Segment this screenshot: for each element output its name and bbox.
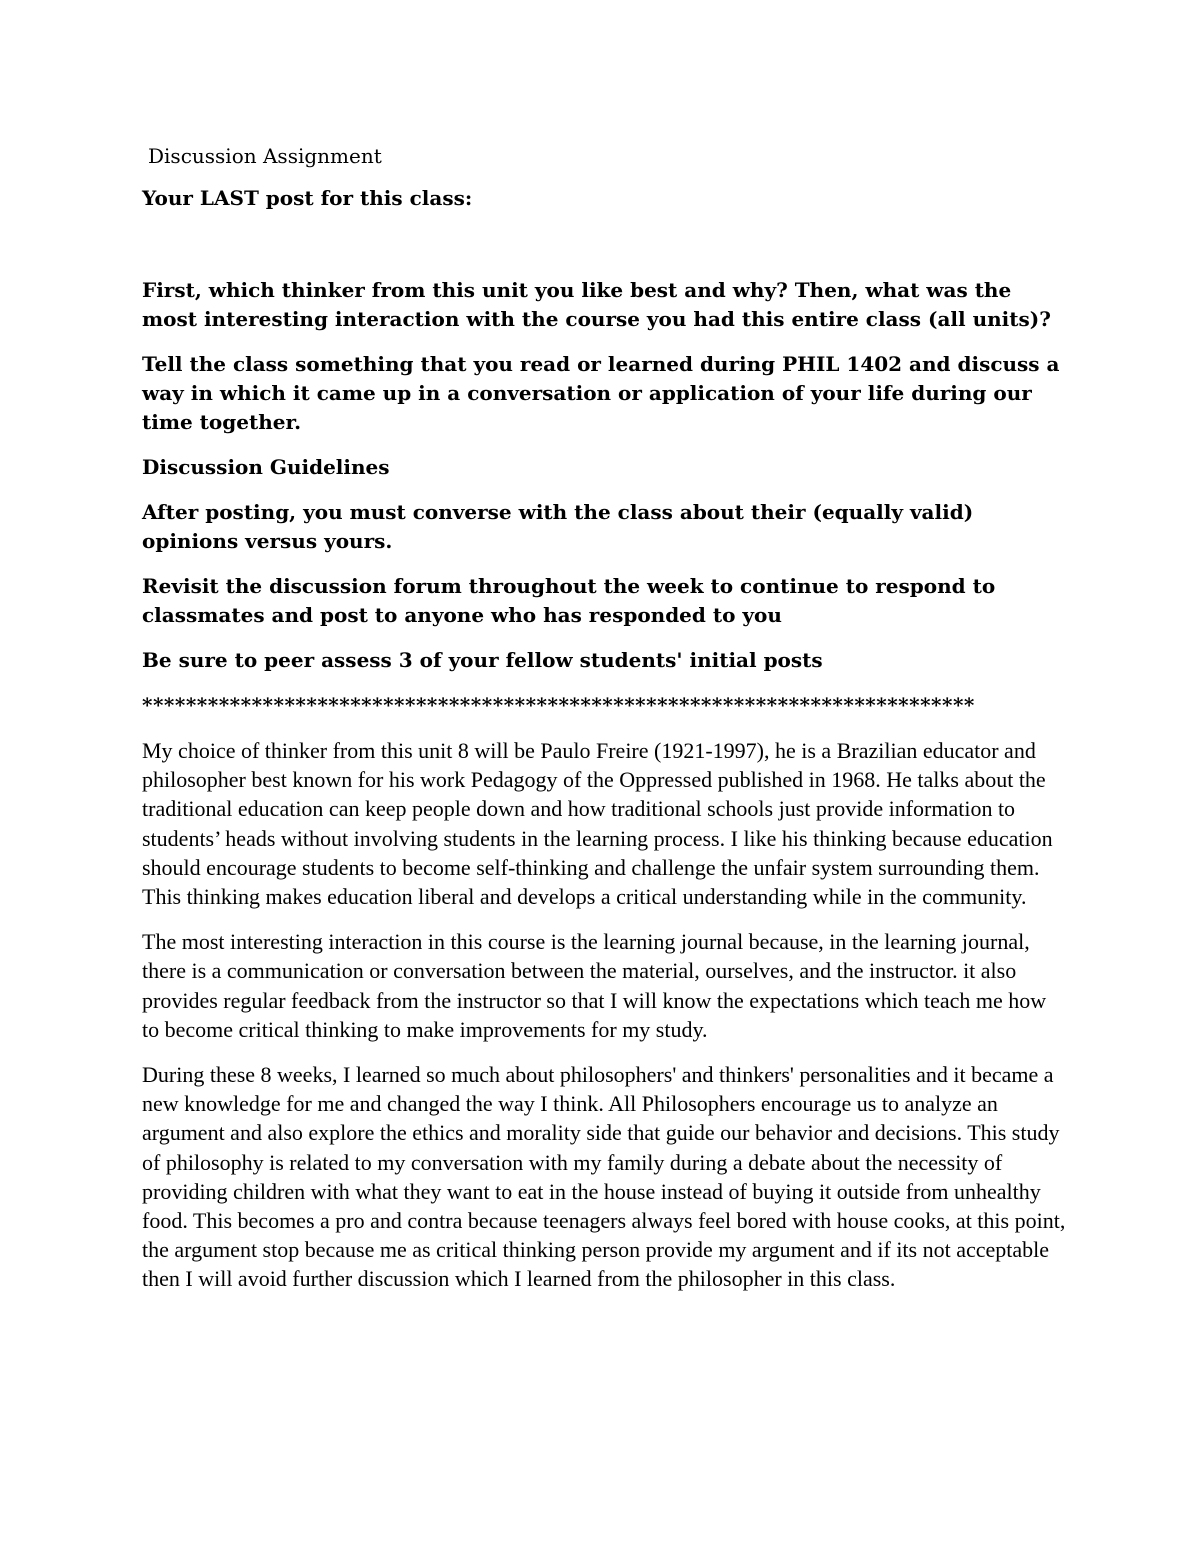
separator-line: **************************************************************************** — [142, 693, 975, 717]
guideline-item: After posting, you must converse with the class about their (equally valid) opinions versus yours. — [142, 500, 974, 553]
prompt-question-one: First, which thinker from this unit you like best and why? Then, what was the most interesting interaction with the course you had this entire class (all units)? — [142, 278, 1051, 331]
prompt-question-two: Tell the class something that you read or learned during PHIL 1402 and discuss a way in which it came up in a conversation or application of your life during our time together. — [142, 352, 1060, 434]
document-body — [142, 140, 1067, 1294]
answer-paragraph: During these 8 weeks, I learned so much about philosophers' and thinkers' personalities and it became a new knowledge for me and changed the way I think. All Philosophers encourage us to analyze an argument and also explore the ethics and morality side that guide our behavior and decisions. This study of philosophy is related to my conversation with my family during a debate about the necessity of providing children with what they want to eat in the house instead of buying it outside from unhealthy food. This becomes a pro and contra because teenagers always feel bored with house cooks, at this point, the argument stop because me as critical thinking person provide my argument and if its not acceptable then I will avoid further discussion which I learned from the philosopher in this class. — [142, 1062, 1066, 1292]
answer-paragraph: The most interesting interaction in this course is the learning journal because, in the learning journal, there is a communication or conversation between the material, ourselves, and the instructor. it also provides regular feedback from the instructor so that I will know the expectations which teach me how to become critical thinking to make improvements for my study. — [142, 929, 1047, 1042]
guideline-item: Revisit the discussion forum throughout the week to continue to respond to classmates and post to anyone who has responded to you — [142, 574, 996, 627]
guideline-item: Be sure to peer assess 3 of your fellow students' initial posts — [142, 648, 823, 672]
document-title: Discussion Assignment — [148, 144, 382, 168]
guidelines-heading: Discussion Guidelines — [142, 455, 390, 479]
answer-paragraph: My choice of thinker from this unit 8 will be Paulo Freire (1921-1997), he is a Brazilian educator and philosopher best known for his work Pedagogy of the Oppressed published in 1968. He talks about the traditional education can keep people down and how traditional schools just provide information to students’ heads without involving students in the learning process. I like his thinking because education should encourage students to become self-thinking and challenge the unfair system surrounding them. This thinking makes education liberal and develops a critical understanding while in the community. — [142, 738, 1053, 910]
document-subtitle: Your LAST post for this class: — [142, 186, 473, 210]
